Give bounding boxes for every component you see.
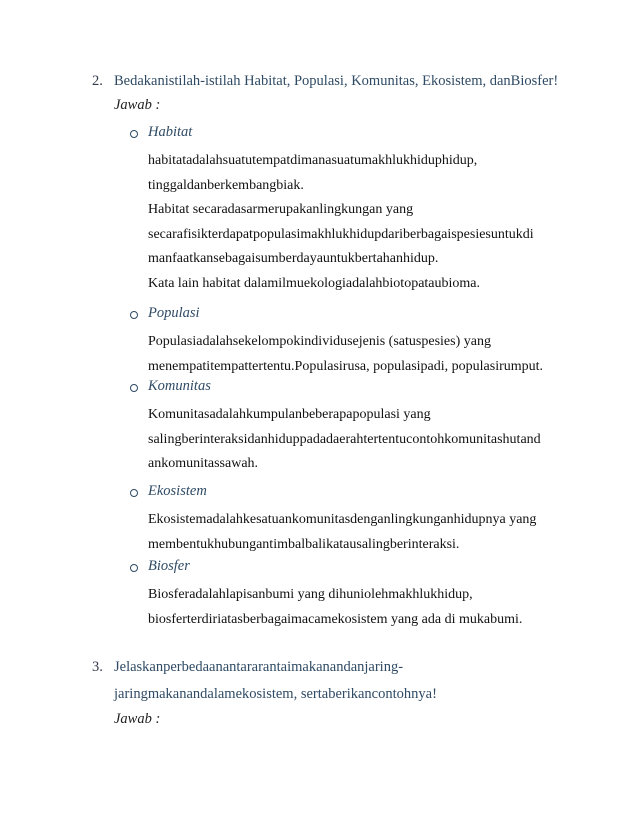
definition-text <box>148 508 536 557</box>
term-label: Habitat <box>148 124 193 140</box>
question-2 <box>92 70 558 93</box>
text-line: Populasiadalahsekelompokindividusejenis (satuspesies) yang <box>148 334 491 349</box>
text-line: biosferterdiriatasberbagaimacamekosistem yang ada di mukabumi. <box>148 611 523 627</box>
term-label: Biosfer <box>148 558 190 574</box>
text-line: menempatitempattertentu.Populasirusa, populasipadi, populasirumput. <box>148 358 544 374</box>
definition-text <box>148 330 543 379</box>
bullet-icon <box>130 130 138 138</box>
text-line: membentukhubungantimbalbalikatausalingberinteraksi. <box>148 536 460 552</box>
question-3 <box>92 656 437 706</box>
definition-text <box>148 149 534 296</box>
text-line: Kata lain habitat dalamilmuekologiadalahbiotopataubioma. <box>148 275 481 291</box>
term-label: Ekosistem <box>148 483 207 499</box>
question-number: 3. <box>92 659 103 675</box>
bullet-icon <box>130 311 138 319</box>
question-number: 2. <box>92 73 103 89</box>
question-text-line-2: jaringmakanandalamekosistem, sertaberikancontohnya! <box>114 686 437 702</box>
text-line: Ekosistemadalahkesatuankomunitasdenganlingkunganhidupnya yang <box>148 512 537 527</box>
text-line: salingberinteraksidanhiduppadadaerahtertentucontohkomunitashutand <box>148 431 541 447</box>
definition-text <box>148 403 541 477</box>
text-line: secarafisikterdapatpopulasimakhlukhidupdariberbagaispesiesuntukdi <box>148 226 534 242</box>
answer-label: Jawab : <box>114 97 161 113</box>
text-line: habitatadalahsuatutempatdimanasuatumakhlukhiduphidup, <box>148 153 478 168</box>
question-text-line-1: Jelaskanperbedaanantararantaimakanandanjaring- <box>114 659 404 675</box>
text-line: Komunitasadalahkumpulanbeberapapopulasi yang <box>148 407 431 422</box>
term-label: Komunitas <box>148 378 211 394</box>
text-line: ankomunitassawah. <box>148 456 259 471</box>
text-line: tinggaldanberkembangbiak. <box>148 177 304 193</box>
text-line: manfaatkansebagaisumberdayauntukbertahanhidup. <box>148 251 439 266</box>
bullet-icon <box>130 489 138 497</box>
text-line: Biosferadalahlapisanbumi yang dihuniolehmakhlukhidup, <box>148 587 473 602</box>
bullet-icon <box>130 564 138 572</box>
definition-text <box>148 583 522 632</box>
text-line: Habitat secaradasarmerupakanlingkungan yang <box>148 202 414 217</box>
bullet-icon <box>130 384 138 392</box>
question-text: Bedakanistilah-istilah Habitat, Populasi, Komunitas, Ekosistem, danBiosfer! <box>114 73 559 89</box>
answer-label-3: Jawab : <box>114 711 161 727</box>
term-label: Populasi <box>148 305 200 321</box>
